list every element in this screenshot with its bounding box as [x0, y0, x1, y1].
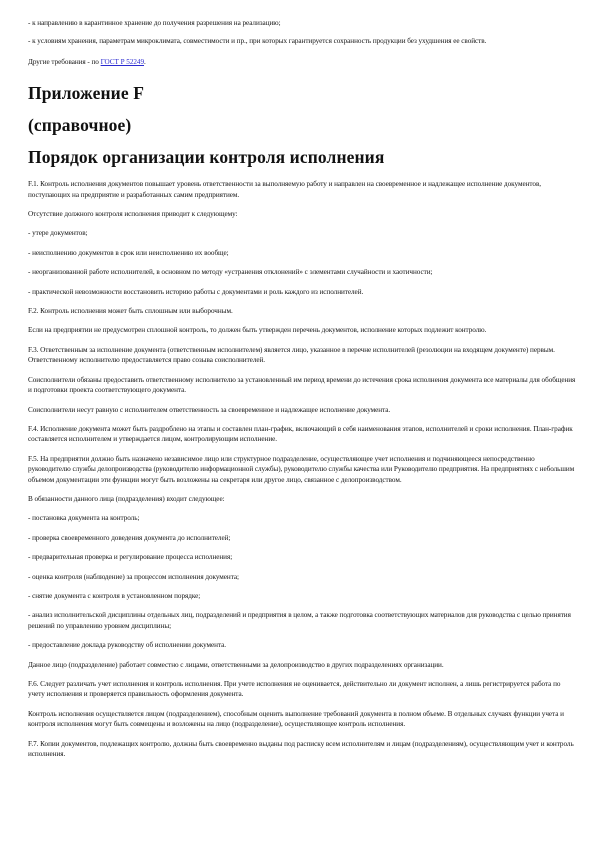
appendix-title: Приложение F	[28, 83, 144, 104]
paragraph-f4: F.4. Исполнение документа может быть раздроблено на этапы и составлен план-график, включающий в себя наименования этапов, исполнителей и сроки исполнения. План-график составляется исполнителем и утверждается лицом, контролирующим исполнение.	[28, 424, 573, 444]
other-requirements-suffix: .	[144, 57, 146, 66]
list-item: - утере документов;	[28, 229, 88, 238]
document-page	[28, 0, 576, 759]
list-item: - оценка контроля (наблюдение) за процессом исполнения документа;	[28, 572, 239, 581]
list-item: - предоставление доклада руководству об исполнении документа.	[28, 641, 227, 650]
list-item: - практической невозможности восстановить историю работы с документами и роль каждого из исполнителей.	[28, 287, 364, 296]
appendix-heading: Порядок организации контроля исполнения	[28, 147, 385, 168]
paragraph: Соисполнители обязаны предоставить ответственному исполнителю за установленный им период времени до истечения срока исполнения документа все материалы для обобщения и подготовки проекта соответствующего документа.	[28, 375, 576, 395]
other-requirements	[28, 57, 576, 67]
list-item: - проверка своевременного доведения документа до исполнителей;	[28, 533, 231, 542]
other-requirements-prefix: Другие требования - по	[28, 57, 101, 66]
paragraph: Если на предприятии не предусмотрен сплошной контроль, то должен быть утвержден перечень документов, исполнение которых подлежит контролю.	[28, 326, 487, 335]
list-item-storage-conditions: - к условиям хранения, параметрам микроклимата, совместимости и пр., при которых гарантируется сохранность продукции без ухудшения ее свойств.	[28, 37, 487, 46]
paragraph-f1: F.1. Контроль исполнения документов повышает уровень ответственности за выполняемую работу и направлен на своевременное и надлежащее исполнение документов, поступающих на предприятие и разработанных самим предприятием.	[28, 180, 542, 199]
list-item: - предварительная проверка и регулирование процесса исполнения;	[28, 553, 233, 562]
paragraph-f7: F.7. Копии документов, подлежащих контролю, должны быть своевременно выданы под расписку всем исполнителям и лицам (подразделениям), осуществляющим учет и контроль исполнения.	[28, 739, 574, 759]
paragraph-f2: F.2. Контроль исполнения может быть сплошным или выборочным.	[28, 307, 233, 316]
paragraph-f5: F.5. На предприятии должно быть назначено независимое лицо или структурное подразделение, осуществляющее учет исполнения и подчиняющееся непосредственно руководителю службы делопроизводства (руководителю информационной службы), руководителю службы качества или Руководителю предприятия. На предприятиях с небольшим объемом документации эти функции могут быть возложены на секретаря или другое лицо, связанное с делопроизводством.	[28, 454, 575, 484]
gost-link[interactable]: ГОСТ Р 52249	[100, 57, 145, 66]
list-item: - постановка документа на контроль;	[28, 514, 140, 523]
paragraph: Данное лицо (подразделение) работает совместно с лицами, ответственными за делопроизводство в других подразделениях организации.	[28, 660, 444, 669]
paragraph: В обязанности данного лица (подразделения) входит следующее:	[28, 494, 225, 503]
paragraph: Контроль исполнения осуществляется лицом (подразделением), способным оценить выполнение требований документа в полном объеме. В отдельных случаях функции учета и контроля исполнения могут быть совмещены и возложены на лицо (подразделение), осуществляющее контроль исполнения.	[28, 709, 564, 729]
list-item: - снятие документа с контроля в установленном порядке;	[28, 591, 201, 600]
list-item: - анализ исполнительской дисциплины отдельных лиц, подразделений и предприятия в целом, а также подготовка соответствующих материалов для руководства с целью принятия решений по управлению уровнем дисциплины;	[28, 611, 571, 630]
list-item-quarantine: - к направлению в карантинное хранение до получения разрешения на реализацию;	[28, 19, 281, 27]
paragraph-lack-of-control: Отсутствие должного контроля исполнения приводит к следующему:	[28, 210, 238, 219]
appendix-subtitle: (справочное)	[28, 115, 132, 136]
paragraph-f6: F.6. Следует различать учет исполнения и контроль исполнения. При учете исполнения не оценивается, действительно ли документ исполнен, а лишь регистрируется работа по учету исполнения и проверяется правильность оформления документа.	[28, 680, 561, 699]
list-item: - неисполнению документов в срок или неисполнению их вообще;	[28, 248, 229, 257]
list-item: - неорганизованной работе исполнителей, в основном по методу «устранения отклонений» с элементами случайности и хаотичности;	[28, 268, 433, 277]
paragraph-f3: F.3. Ответственным за исполнение документа (ответственным исполнителем) является лицо, указанное в перечне исполнителей (резолюции на входящем документе) первым. Ответственному исполнителю предоставляется право созыва соисполнителей.	[28, 345, 555, 365]
paragraph: Соисполнители несут равную с исполнителем ответственность за своевременное и надлежащее исполнение документа.	[28, 405, 391, 414]
